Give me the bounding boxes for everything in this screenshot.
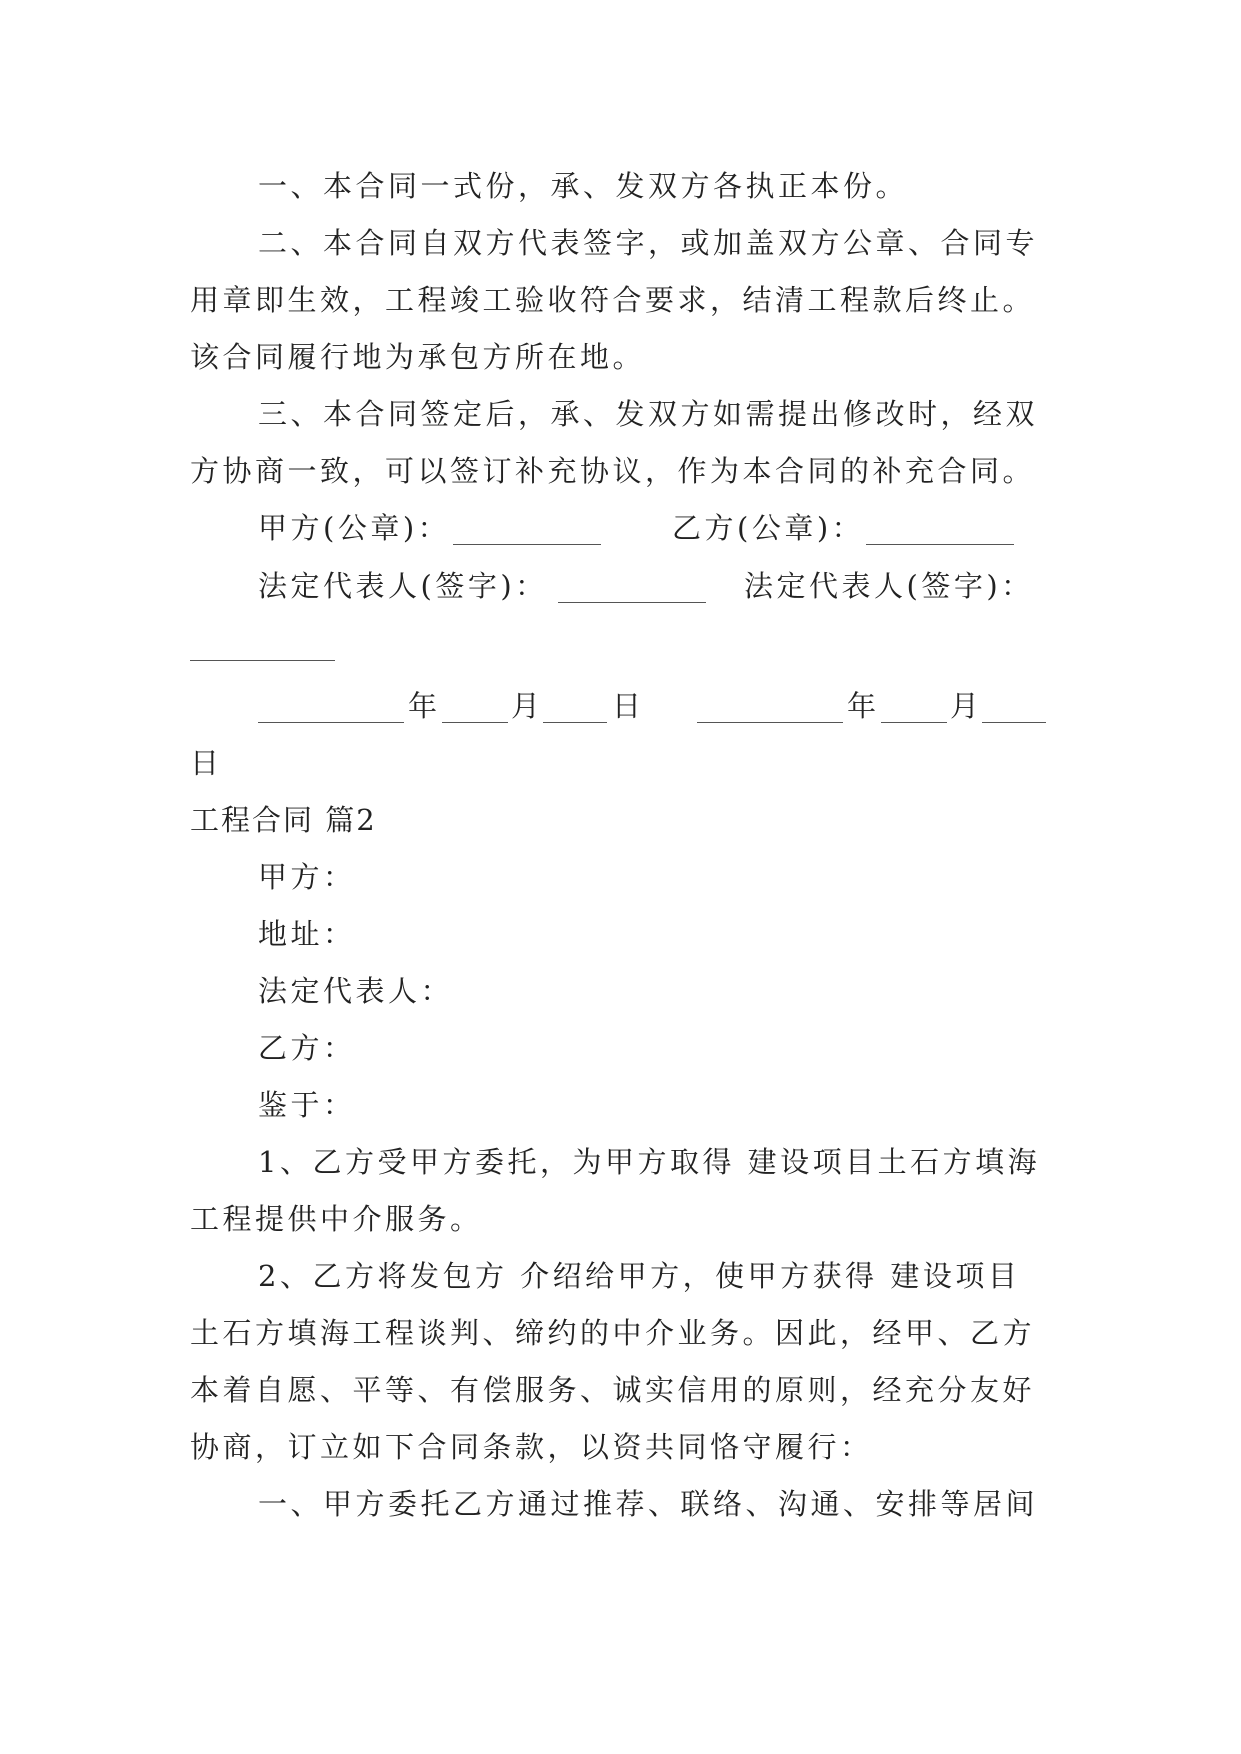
clause-amendment-line-2: 方协商一致，可以签订补充协议，作为本合同的补充合同。 [190,454,1036,488]
date-b-day-blank [982,722,1046,723]
field-address: 地址： [258,917,356,951]
field-party-b: 乙方： [258,1031,356,1065]
rep-b-blank [190,660,335,661]
body-line-5: 本着自愿、平等、有偿服务、诚实信用的原则，经充分友好 [190,1373,1036,1407]
rep-a-label: 法定代表人(签字)： [258,569,548,603]
clause-effective-line-3: 该合同履行地为承包方所在地。 [190,340,646,374]
party-b-seal-label: 乙方(公章)： [672,511,865,545]
clause-amendment-line-1: 三、本合同签定后，承、发双方如需提出修改时，经双 [258,397,1039,431]
section-title: 工程合同 篇2 [190,803,377,837]
party-a-seal-blank [453,544,601,545]
clause-copies: 一、本合同一式份，承、发双方各执正本份。 [258,169,909,203]
clause-effective-line-2: 用章即生效，工程竣工验收符合要求，结清工程款后终止。 [190,283,1036,317]
body-line-6: 协商，订立如下合同条款，以资共同恪守履行： [190,1430,873,1464]
date-a-month-blank [442,722,508,723]
date-a-year-blank [258,722,404,723]
rep-b-label: 法定代表人(签字)： [744,569,1034,603]
date-b-month-label: 月 [950,689,983,723]
party-a-seal-label: 甲方(公章)： [258,511,451,545]
body-line-3: 2、乙方将发包方 介绍给甲方，使甲方获得 建设项目 [258,1259,1021,1293]
date-a-year-label: 年 [408,689,441,723]
date-a-day-blank [543,722,607,723]
date-b-day-label: 日 [190,746,223,780]
date-b-year-blank [697,722,843,723]
field-party-a: 甲方： [258,860,356,894]
field-whereas: 鉴于： [258,1088,356,1122]
field-legal-rep: 法定代表人： [258,974,454,1008]
date-a-day-label: 日 [612,689,645,723]
rep-a-blank [558,602,706,603]
date-b-month-blank [881,722,947,723]
body-line-1: 1、乙方受甲方委托，为甲方取得 建设项目土石方填海 [258,1145,1041,1179]
date-a-month-label: 月 [511,689,544,723]
body-line-2: 工程提供中介服务。 [190,1202,483,1236]
date-b-year-label: 年 [847,689,880,723]
body-line-4: 土石方填海工程谈判、缔约的中介业务。因此，经甲、乙方 [190,1316,1036,1350]
body-line-7: 一、甲方委托乙方通过推荐、联络、沟通、安排等居间 [258,1487,1039,1521]
clause-effective-line-1: 二、本合同自双方代表签字，或加盖双方公章、合同专 [258,226,1039,260]
party-b-seal-blank [866,544,1014,545]
